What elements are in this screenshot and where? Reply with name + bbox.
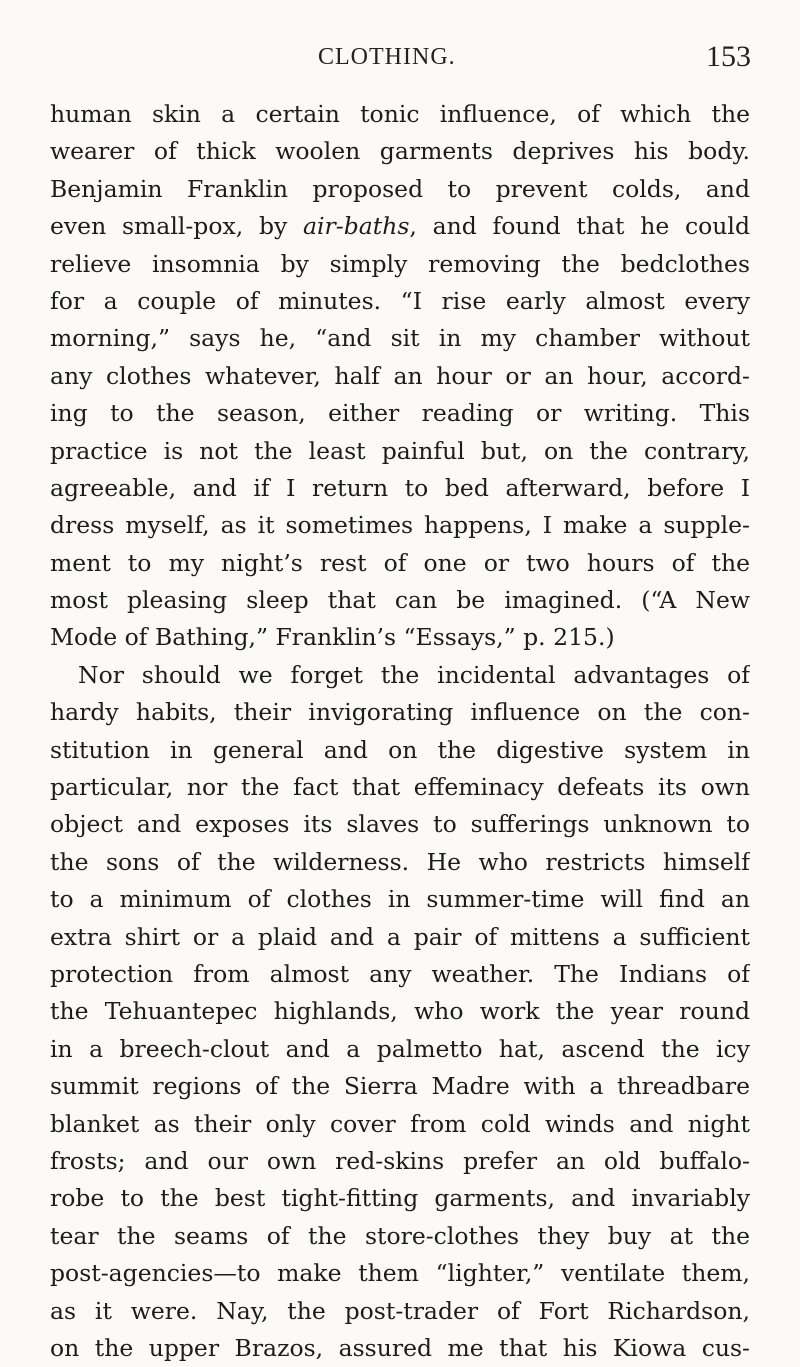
text-line: on the upper Brazos, assured me that his Kiowa cus- <box>50 1333 750 1362</box>
text-line: the Tehuantepec highlands, who work the year round <box>50 997 750 1026</box>
text-line: ing to the season, either reading or writing. This <box>50 399 750 428</box>
text-line: object and exposes its slaves to sufferings unknown to <box>50 810 750 839</box>
text-line: hardy habits, their invigorating influence on the con- <box>50 698 750 727</box>
text-line: to a minimum of clothes in summer-time will find an <box>50 885 750 914</box>
text-line <box>50 208 750 245</box>
text-line: any clothes whatever, half an hour or an hour, accord- <box>50 361 750 390</box>
text-line: Benjamin Franklin proposed to prevent colds, and <box>50 174 750 203</box>
text-line: for a couple of minutes. “I rise early almost every <box>50 286 750 315</box>
page-number: 153 <box>706 40 751 73</box>
text-line: frosts; and our own red-skins prefer an old buffalo- <box>50 1146 750 1175</box>
text-line: summit regions of the Sierra Madre with a threadbare <box>50 1072 750 1101</box>
running-title: CLOTHING. <box>318 44 456 70</box>
italic-term: air-baths <box>303 212 410 241</box>
text-line: in a breech-clout and a palmetto hat, ascend the icy <box>50 1034 750 1063</box>
text-line: agreeable, and if I return to bed afterward, before I <box>50 473 750 502</box>
text-line: blanket as their only cover from cold winds and night <box>50 1109 750 1138</box>
text-line: most pleasing sleep that can be imagined. (“A New <box>50 586 750 615</box>
text-line: human skin a certain tonic influence, of which the <box>50 100 750 128</box>
text-line: Mode of Bathing,” Franklin’s “Essays,” p. 215.) <box>50 623 615 652</box>
text-run: even small-pox, by <box>50 212 303 241</box>
text-run: , and found that he could <box>409 212 750 241</box>
running-head <box>0 38 800 82</box>
text-line: tear the seams of the store-clothes they buy at the <box>50 1221 750 1250</box>
text-line: Nor should we forget the incidental advantages of <box>78 660 750 689</box>
text-line: practice is not the least painful but, on the contrary, <box>50 436 750 465</box>
text-line: relieve insomnia by simply removing the bedclothes <box>50 249 750 278</box>
text-line: stitution in general and on the digestive system in <box>50 735 750 764</box>
text-line: as it were. Nay, the post-trader of Fort Richardson, <box>50 1296 750 1325</box>
text-line: the sons of the wilderness. He who restricts himself <box>50 847 750 876</box>
text-line: morning,” says he, “and sit in my chamber without <box>50 324 750 353</box>
text-line: ment to my night’s rest of one or two hours of the <box>50 548 750 577</box>
text-line: wearer of thick woolen garments deprives his body. <box>50 137 750 166</box>
text-line: extra shirt or a plaid and a pair of mittens a sufficient <box>50 922 750 951</box>
text-line: particular, nor the fact that effeminacy defeats its own <box>50 773 750 802</box>
body-text <box>50 96 750 1367</box>
text-line: dress myself, as it sometimes happens, I make a supple- <box>50 511 750 540</box>
text-line: post-agencies—to make them “lighter,” ventilate them, <box>50 1259 750 1288</box>
text-line: robe to the best tight-fitting garments, and invariably <box>50 1184 750 1213</box>
text-line: protection from almost any weather. The Indians of <box>50 959 750 988</box>
